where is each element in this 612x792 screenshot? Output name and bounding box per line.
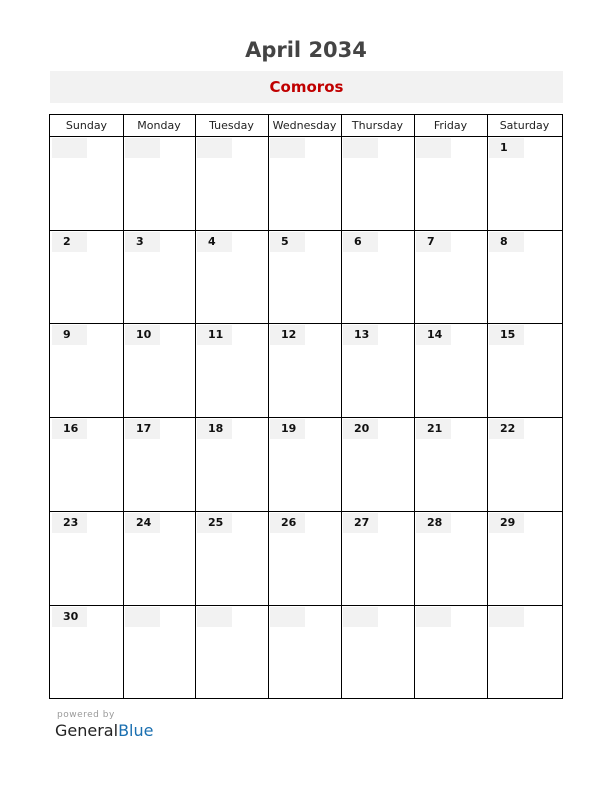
- day-number: [416, 607, 451, 627]
- generalblue-logo[interactable]: [55, 721, 153, 740]
- day-cell[interactable]: [488, 512, 562, 605]
- day-number: 12: [270, 325, 305, 345]
- day-number: 5: [270, 232, 305, 252]
- day-cell[interactable]: [51, 606, 123, 698]
- weekday-header-tuesday: Tuesday: [209, 119, 254, 132]
- empty-day-cell: [269, 606, 341, 698]
- day-cell[interactable]: [415, 418, 487, 511]
- day-number: [489, 607, 524, 627]
- day-number: 1: [489, 138, 524, 158]
- day-number: 8: [489, 232, 524, 252]
- day-number: 22: [489, 419, 524, 439]
- day-number: 18: [197, 419, 232, 439]
- day-number: 26: [270, 513, 305, 533]
- day-number: [125, 138, 160, 158]
- day-number: 10: [125, 325, 160, 345]
- day-cell[interactable]: [269, 512, 341, 605]
- empty-day-cell: [124, 606, 195, 698]
- day-cell[interactable]: [269, 418, 341, 511]
- day-cell[interactable]: [488, 418, 562, 511]
- day-cell[interactable]: [488, 231, 562, 323]
- powered-by-text: powered by: [57, 710, 115, 720]
- calendar-title: April 2034: [245, 38, 367, 62]
- country-banner: [50, 71, 563, 103]
- empty-day-cell: [269, 137, 341, 230]
- day-cell[interactable]: [51, 231, 123, 323]
- day-number: 16: [52, 419, 87, 439]
- day-number: 27: [343, 513, 378, 533]
- day-cell[interactable]: [124, 512, 195, 605]
- empty-day-cell: [342, 606, 414, 698]
- brand-name-part1: General: [55, 721, 119, 740]
- calendar-grid: [49, 114, 563, 699]
- day-number: 21: [416, 419, 451, 439]
- empty-day-cell: [196, 137, 268, 230]
- day-number: 30: [52, 607, 87, 627]
- day-number: 13: [343, 325, 378, 345]
- day-number: 24: [125, 513, 160, 533]
- day-cell[interactable]: [269, 231, 341, 323]
- day-cell[interactable]: [196, 324, 268, 417]
- brand-name-part2: Blue: [118, 721, 154, 740]
- day-cell[interactable]: [196, 512, 268, 605]
- day-number: [197, 607, 232, 627]
- day-number: [52, 138, 87, 158]
- empty-day-cell: [415, 137, 487, 230]
- day-number: [197, 138, 232, 158]
- empty-day-cell: [51, 137, 123, 230]
- day-number: 17: [125, 419, 160, 439]
- day-number: 7: [416, 232, 451, 252]
- empty-day-cell: [342, 137, 414, 230]
- weekday-header-thursday: Thursday: [351, 119, 404, 132]
- day-cell[interactable]: [415, 231, 487, 323]
- empty-day-cell: [196, 606, 268, 698]
- day-cell[interactable]: [342, 231, 414, 323]
- day-cell[interactable]: [124, 324, 195, 417]
- day-number: 2: [52, 232, 87, 252]
- day-number: 25: [197, 513, 232, 533]
- empty-day-cell: [415, 606, 487, 698]
- day-number: 20: [343, 419, 378, 439]
- day-number: 19: [270, 419, 305, 439]
- day-cell[interactable]: [51, 512, 123, 605]
- weekday-header-friday: Friday: [433, 119, 468, 132]
- day-number: [343, 138, 378, 158]
- day-number: [343, 607, 378, 627]
- day-cell[interactable]: [415, 512, 487, 605]
- day-cell[interactable]: [488, 324, 562, 417]
- day-cell[interactable]: [51, 418, 123, 511]
- day-number: [270, 607, 305, 627]
- day-number: [416, 138, 451, 158]
- day-number: 9: [52, 325, 87, 345]
- day-cell[interactable]: [196, 418, 268, 511]
- day-cell[interactable]: [269, 324, 341, 417]
- day-number: 28: [416, 513, 451, 533]
- day-number: [125, 607, 160, 627]
- weekday-header-saturday: Saturday: [499, 119, 550, 132]
- day-cell[interactable]: [342, 324, 414, 417]
- day-number: 3: [125, 232, 160, 252]
- day-number: 23: [52, 513, 87, 533]
- day-number: [270, 138, 305, 158]
- empty-day-cell: [488, 606, 562, 698]
- weekday-header-sunday: Sunday: [65, 119, 108, 132]
- day-cell[interactable]: [51, 324, 123, 417]
- day-number: 29: [489, 513, 524, 533]
- country-name: Comoros: [269, 78, 344, 96]
- day-cell[interactable]: [415, 324, 487, 417]
- day-number: 6: [343, 232, 378, 252]
- day-number: 4: [197, 232, 232, 252]
- day-number: 14: [416, 325, 451, 345]
- day-cell[interactable]: [124, 231, 195, 323]
- empty-day-cell: [124, 137, 195, 230]
- weekday-header-wednesday: Wednesday: [272, 119, 337, 132]
- weekday-header-monday: Monday: [137, 119, 181, 132]
- day-number: 15: [489, 325, 524, 345]
- day-cell[interactable]: [196, 231, 268, 323]
- day-cell[interactable]: [488, 137, 562, 230]
- day-cell[interactable]: [342, 512, 414, 605]
- day-cell[interactable]: [342, 418, 414, 511]
- day-cell[interactable]: [124, 418, 195, 511]
- day-number: 11: [197, 325, 232, 345]
